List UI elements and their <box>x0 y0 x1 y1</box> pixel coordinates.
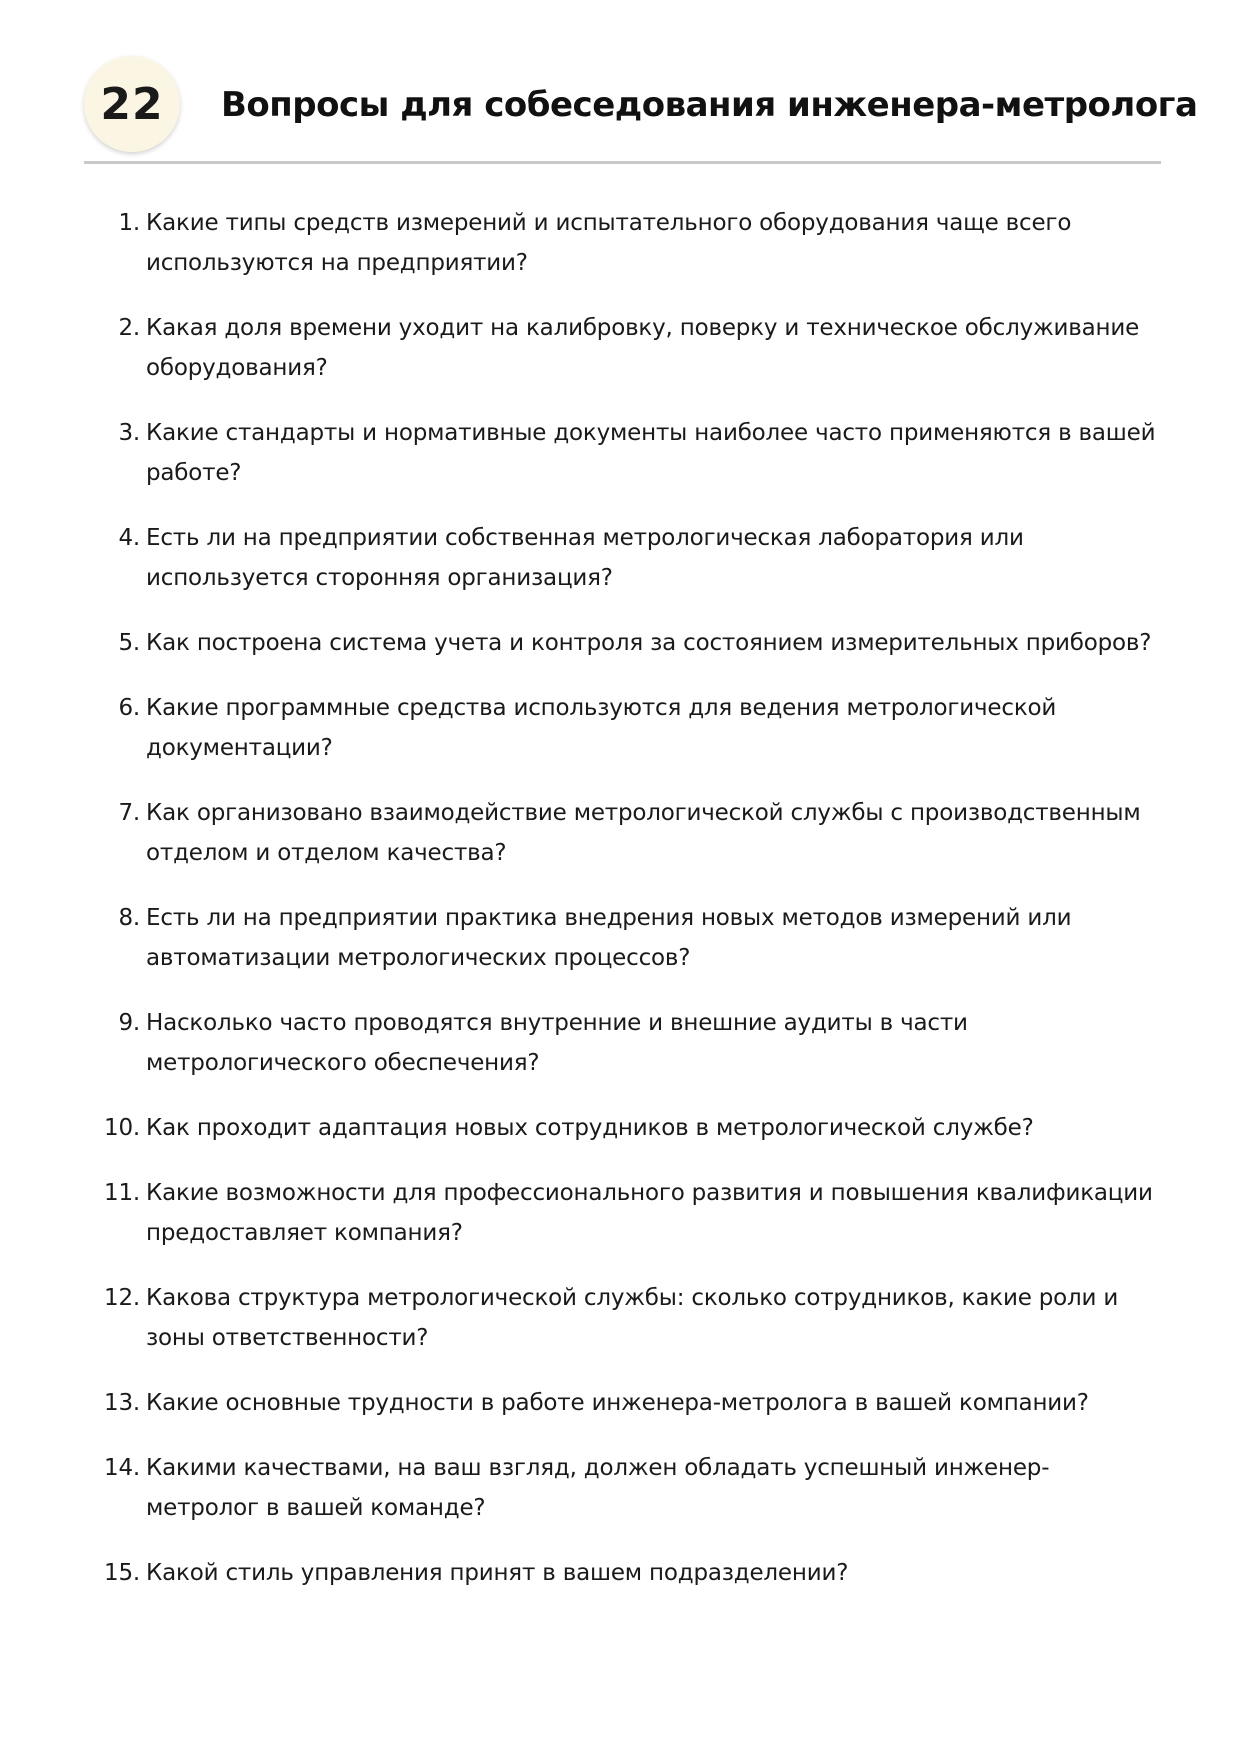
page-header <box>84 56 1198 164</box>
question-item <box>100 1383 1160 1423</box>
question-number: 15. <box>104 1560 140 1586</box>
page-title: Вопросы для собеседования инженера-метролога <box>221 85 1198 125</box>
question-item <box>100 518 1160 598</box>
question-number: 7. <box>118 800 140 826</box>
question-text: Какие возможности для профессионального развития и повышения квалификации предоставляет компания? <box>146 1180 1153 1246</box>
question-item <box>100 1278 1160 1358</box>
question-item <box>100 413 1160 493</box>
question-text: Какие типы средств измерений и испытательного оборудования чаще всего используются на предприятии? <box>146 210 1072 276</box>
question-number: 11. <box>104 1180 140 1206</box>
question-item <box>100 308 1160 388</box>
question-item <box>100 1553 1160 1593</box>
question-number: 13. <box>104 1390 140 1416</box>
page-number-badge: 22 <box>84 56 180 152</box>
question-text: Есть ли на предприятии собственная метрологическая лаборатория или используется сторонняя организация? <box>146 525 1024 591</box>
question-list <box>100 203 1160 1618</box>
question-text: Какими качествами, на ваш взгляд, должен обладать успешный инженер-метролог в вашей команде? <box>146 1455 1050 1521</box>
question-number: 3. <box>118 420 140 446</box>
header-divider <box>84 161 1161 164</box>
question-number: 1. <box>118 210 140 236</box>
question-item <box>100 1448 1160 1528</box>
question-text: Какие основные трудности в работе инженера-метролога в вашей компании? <box>146 1390 1089 1416</box>
question-number: 5. <box>118 630 140 656</box>
question-item <box>100 793 1160 873</box>
question-item <box>100 688 1160 768</box>
question-number: 4. <box>118 525 140 551</box>
question-item <box>100 898 1160 978</box>
question-text: Как организовано взаимодействие метрологической службы с производственным отделом и отделом качества? <box>146 800 1141 866</box>
question-item <box>100 1173 1160 1253</box>
question-item <box>100 1108 1160 1148</box>
question-text: Как проходит адаптация новых сотрудников в метрологической службе? <box>146 1115 1034 1141</box>
question-item <box>100 623 1160 663</box>
question-number: 14. <box>104 1455 140 1481</box>
question-number: 12. <box>104 1285 140 1311</box>
question-item <box>100 203 1160 283</box>
question-number: 10. <box>104 1115 140 1141</box>
question-text: Какие стандарты и нормативные документы наиболее часто применяются в вашей работе? <box>146 420 1156 486</box>
question-text: Есть ли на предприятии практика внедрения новых методов измерений или автоматизации метрологических процессов? <box>146 905 1072 971</box>
question-number: 2. <box>118 315 140 341</box>
question-number: 6. <box>118 695 140 721</box>
question-item <box>100 1003 1160 1083</box>
question-text: Как построена система учета и контроля за состоянием измерительных приборов? <box>146 630 1152 656</box>
question-text: Насколько часто проводятся внутренние и внешние аудиты в части метрологического обеспечения? <box>146 1010 968 1076</box>
question-text: Какая доля времени уходит на калибровку, поверку и техническое обслуживание оборудования? <box>146 315 1140 381</box>
question-text: Какова структура метрологической службы: сколько сотрудников, какие роли и зоны ответственности? <box>146 1285 1119 1351</box>
question-number: 9. <box>118 1010 140 1036</box>
question-number: 8. <box>118 905 140 931</box>
question-text: Какие программные средства используются для ведения метрологической документации? <box>146 695 1057 761</box>
question-text: Какой стиль управления принят в вашем подразделении? <box>146 1560 849 1586</box>
